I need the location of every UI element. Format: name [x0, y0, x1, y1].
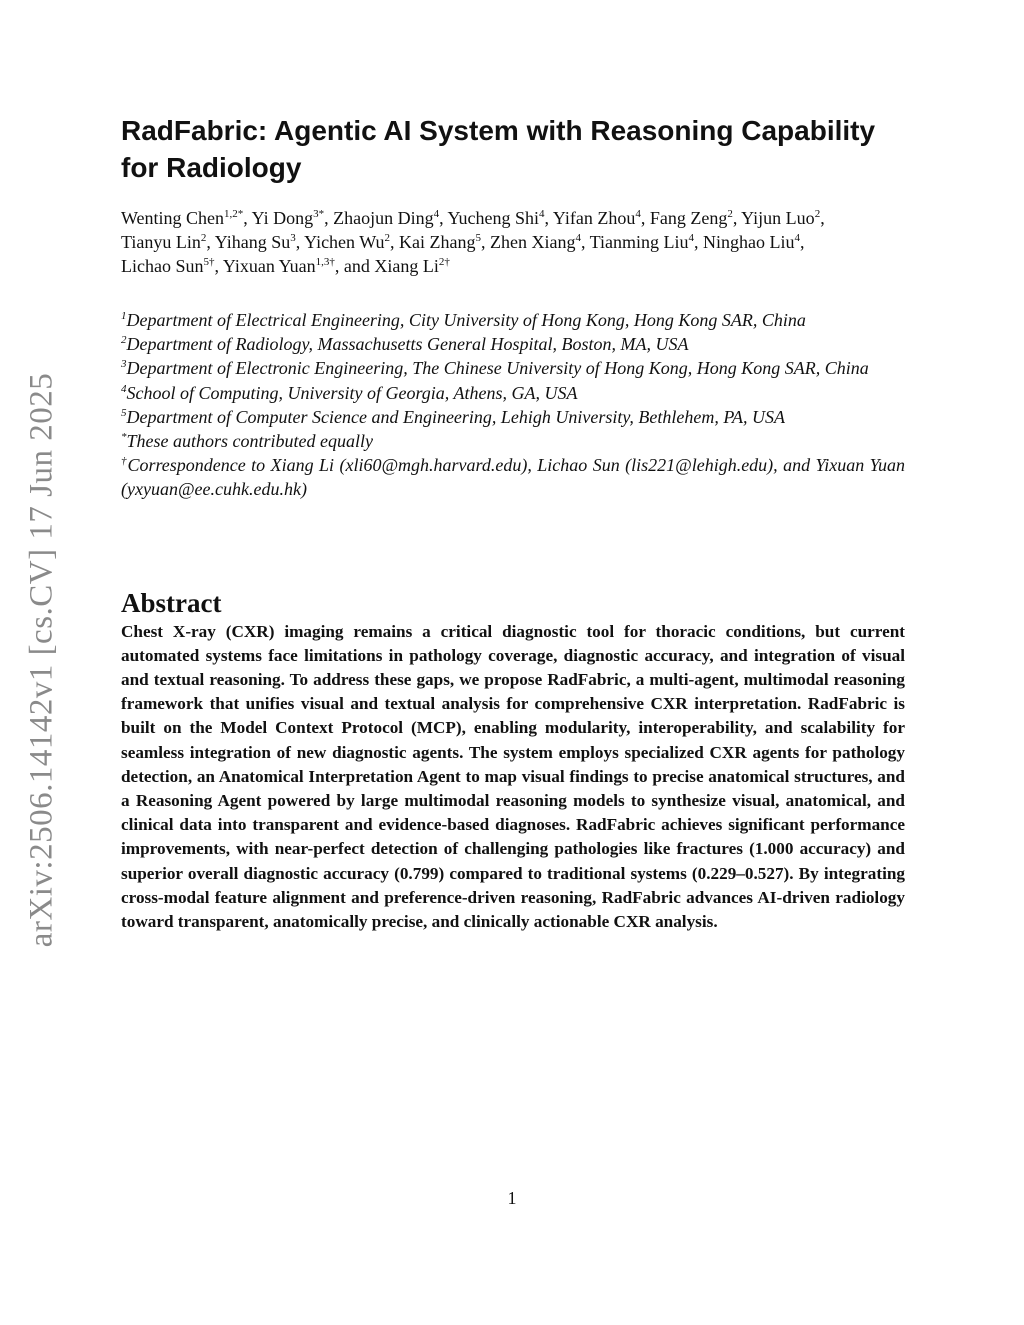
- affiliation-text: Department of Electronic Engineering, The Chinese University of Hong Kong, Hong Kong SAR, China: [126, 358, 869, 379]
- affiliation-item: [121, 405, 905, 429]
- author-affiliation-mark: 3: [290, 232, 296, 244]
- author-name: Wenting Chen: [121, 208, 225, 228]
- author-line: Tianyu Lin$^2$, Yihang Su$^3$, Yichen Wu$^2$, Kai Zhang$^5$, Zhen Xiang$^4$, Tianming Liu$^4$, Ninghao Liu$^4$,: [121, 232, 805, 252]
- author-name: Lichao Sun: [121, 256, 204, 276]
- author-affiliation-mark: 1,3†: [315, 256, 335, 268]
- affiliation-text: Correspondence to Xiang Li (xli60@mgh.harvard.edu), Lichao Sun (lis221@lehigh.edu), and Yixuan Yuan (yxyuan@ee.cuhk.edu.hk): [121, 455, 906, 500]
- affiliation-mark: †: [121, 455, 128, 468]
- author-list: [121, 206, 905, 278]
- affiliation-mark: 4: [121, 382, 127, 395]
- author-affiliation-mark: 4: [539, 208, 545, 220]
- affiliation-item: [121, 429, 905, 453]
- affiliation-item: [121, 356, 905, 380]
- author-affiliation-mark: 4: [575, 232, 581, 244]
- author-name: Zhen Xiang: [489, 232, 576, 252]
- author-affiliation-mark: 1,2*: [224, 208, 244, 220]
- affiliation-item: [121, 453, 905, 501]
- author-affiliation-mark: 2: [727, 208, 733, 220]
- abstract-heading: Abstract: [121, 587, 222, 618]
- author-name: Yucheng Shi: [447, 208, 539, 228]
- arxiv-stamp-text: arXiv:2506.14142v1 [cs.CV] 17 Jun 2025: [23, 372, 60, 948]
- author-name: Tianyu Lin: [121, 232, 201, 252]
- author-affiliation-mark: 2: [814, 208, 821, 220]
- affiliation-item: [121, 332, 905, 356]
- paper-first-page: [121, 112, 905, 934]
- author-name: Xiang Li: [374, 256, 439, 276]
- title-line-2: for Radiology: [121, 152, 302, 183]
- title-line-1: RadFabric: Agentic AI System with Reasoning Capability: [121, 115, 876, 146]
- author-name: Tianming Liu: [589, 232, 689, 252]
- author-affiliation-mark: 4: [688, 232, 695, 244]
- affiliation-mark: 2: [121, 334, 127, 347]
- author-affiliation-mark: 3*: [313, 208, 325, 220]
- affiliation-item: [121, 381, 905, 405]
- author-affiliation-mark: 2: [384, 232, 390, 244]
- affiliation-text: School of Computing, University of Georgia, Athens, GA, USA: [126, 382, 578, 403]
- affiliation-text: These authors contributed equally: [126, 431, 373, 452]
- affiliation-mark: *: [121, 431, 127, 444]
- author-name: Yifan Zhou: [552, 208, 636, 228]
- author-line: Wenting Chen$^{1,2*}$, Yi Dong$^{3*}$, Zhaojun Ding$^4$, Yucheng Shi$^4$, Yifan Zhou$^4$, Fang Zeng$^2$, Yijun Luo$^2$,: [121, 208, 825, 228]
- paper-title: [121, 112, 905, 186]
- affiliation-mark: 1: [121, 310, 127, 322]
- author-affiliation-mark: 2†: [438, 256, 450, 268]
- page-number: 1: [507, 1188, 517, 1208]
- affiliation-mark: 5: [121, 406, 127, 419]
- author-name: Yixuan Yuan: [222, 256, 316, 276]
- author-name: Zhaojun Ding: [333, 208, 434, 228]
- author-name: Yijun Luo: [741, 208, 815, 228]
- affiliation-text: Department of Computer Science and Engineering, Lehigh University, Bethlehem, PA, USA: [126, 406, 786, 427]
- author-name: Ninghao Liu: [703, 232, 795, 252]
- affiliation-text: Department of Radiology, Massachusetts General Hospital, Boston, MA, USA: [126, 334, 689, 355]
- author-line: Lichao Sun$^{5\dagger}$, Yixuan Yuan$^{1,3\dagger}$, and Xiang $Li^{2\dagger}$: [121, 256, 450, 276]
- author-affiliation-mark: 4: [794, 232, 801, 244]
- author-affiliation-mark: 4: [635, 208, 641, 220]
- author-affiliation-mark: 4: [433, 208, 440, 220]
- affiliation-item: [121, 308, 905, 332]
- author-name: Yihang Su: [214, 232, 291, 252]
- author-affiliation-mark: 5†: [203, 256, 215, 268]
- author-name: Kai Zhang: [399, 232, 476, 252]
- affiliation-mark: 3: [121, 358, 127, 371]
- author-affiliation-mark: 5: [475, 232, 481, 244]
- author-name: Fang Zeng: [649, 208, 728, 228]
- abstract-text: Chest X-ray (CXR) imaging remains a critical diagnostic tool for thoracic conditions, but current automated systems face limitations in pathology coverage, diagnostic accuracy, and integration of visual and textual reasoning. To address these gaps, we propose RadFabric, a multi-agent, multimodal reasoning framework that unifies visual and textual analysis for comprehensive CXR interpretation. RadFabric is built on the Model Context Protocol (MCP), enabling modularity, interoperability, and scalability for seamless integration of new diagnostic agents. The system employs specialized CXR agents for pathology detection, an Anatomical Interpretation Agent to map visual findings to precise anatomical structures, and a Reasoning Agent powered by large multimodal reasoning models to synthesize visual, anatomical, and clinical data into transparent and evidence-based diagnoses. RadFabric achieves significant performance improvements, with near-perfect detection of challenging pathologies like fractures (1.000 accuracy) and superior overall diagnostic accuracy (0.799) compared to traditional systems (0.229–0.527). By integrating cross-modal feature alignment and preference-driven reasoning, RadFabric advances AI-driven radiology toward transparent, anatomically precise, and clinically actionable CXR analysis.: [121, 621, 905, 932]
- author-name: Yichen Wu: [304, 232, 385, 252]
- affiliation-text: Department of Electrical Engineering, City University of Hong Kong, Hong Kong SAR, China: [126, 310, 806, 330]
- affiliation-list: [121, 308, 905, 502]
- author-name: Yi Dong: [251, 208, 314, 228]
- author-affiliation-mark: 2: [200, 232, 207, 244]
